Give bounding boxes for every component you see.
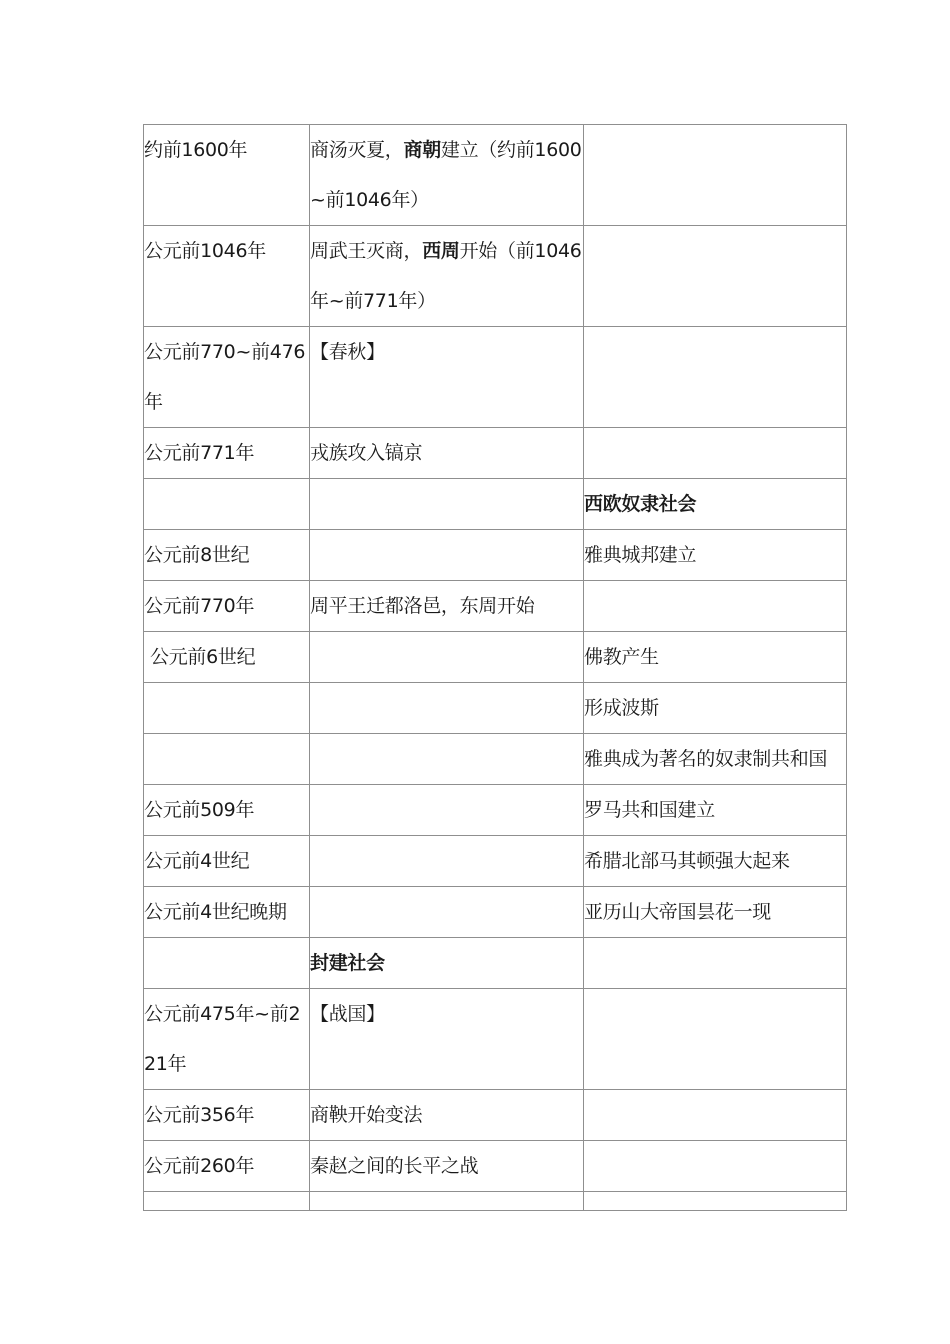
china-event-cell <box>310 125 584 226</box>
china-event-cell: 【春秋】 <box>310 327 584 428</box>
event-text: 建立（约前1600~前1046年） <box>310 139 582 211</box>
date-cell: 公元前356年 <box>144 1090 310 1141</box>
china-event-cell: 周平王迁都洛邑，东周开始 <box>310 581 584 632</box>
table-row <box>144 1090 847 1141</box>
table-row <box>144 938 847 989</box>
date-cell: 公元前770年 <box>144 581 310 632</box>
world-event-cell: 亚历山大帝国昙花一现 <box>584 887 847 938</box>
world-event-cell: 雅典成为著名的奴隶制共和国 <box>584 734 847 785</box>
table-row <box>144 1141 847 1192</box>
table-row <box>144 1192 847 1211</box>
china-event-cell <box>310 836 584 887</box>
table-row <box>144 734 847 785</box>
table-row <box>144 632 847 683</box>
world-event-cell <box>584 989 847 1090</box>
china-event-cell <box>310 530 584 581</box>
china-event-cell <box>310 683 584 734</box>
date-cell: 公元前4世纪 <box>144 836 310 887</box>
date-cell: 公元前770~前476年 <box>144 327 310 428</box>
table-row <box>144 226 847 327</box>
world-event-cell <box>584 581 847 632</box>
world-event-cell <box>584 428 847 479</box>
world-section-heading <box>584 479 847 530</box>
dynasty-name: 西周 <box>422 240 460 262</box>
date-cell: 公元前8世纪 <box>144 530 310 581</box>
date-cell: 约前1600年 <box>144 125 310 226</box>
section-heading-text: 西欧奴隶社会 <box>584 493 697 515</box>
china-event-cell <box>310 887 584 938</box>
table-row <box>144 581 847 632</box>
date-cell <box>144 479 310 530</box>
table-row <box>144 479 847 530</box>
date-cell: 公元前475年~前221年 <box>144 989 310 1090</box>
date-cell: 公元前771年 <box>144 428 310 479</box>
table-row <box>144 887 847 938</box>
china-event-cell: 【战国】 <box>310 989 584 1090</box>
world-event-cell: 罗马共和国建立 <box>584 785 847 836</box>
date-cell: 公元前260年 <box>144 1141 310 1192</box>
world-event-cell: 雅典城邦建立 <box>584 530 847 581</box>
world-event-cell: 形成波斯 <box>584 683 847 734</box>
date-cell: 公元前509年 <box>144 785 310 836</box>
world-event-cell <box>584 1090 847 1141</box>
china-event-cell <box>310 226 584 327</box>
world-event-cell <box>584 125 847 226</box>
dynasty-name: 商朝 <box>403 139 441 161</box>
date-cell: 公元前4世纪晚期 <box>144 887 310 938</box>
table-row <box>144 989 847 1090</box>
table-row <box>144 327 847 428</box>
world-event-cell <box>584 327 847 428</box>
china-event-cell <box>310 734 584 785</box>
china-section-heading <box>310 938 584 989</box>
china-event-cell <box>310 632 584 683</box>
date-cell <box>144 632 310 683</box>
table-row <box>144 125 847 226</box>
event-text: 周武王灭商， <box>310 240 423 262</box>
date-cell <box>144 938 310 989</box>
table-row <box>144 683 847 734</box>
date-cell: 公元前1046年 <box>144 226 310 327</box>
empty-cell <box>310 1192 584 1211</box>
world-event-cell <box>584 938 847 989</box>
chronology-table <box>143 124 847 1211</box>
empty-cell <box>144 1192 310 1211</box>
world-event-cell <box>584 1141 847 1192</box>
world-event-cell: 希腊北部马其顿强大起来 <box>584 836 847 887</box>
section-heading-text: 封建社会 <box>310 952 385 974</box>
china-event-cell <box>310 479 584 530</box>
table-row <box>144 530 847 581</box>
table-row <box>144 785 847 836</box>
table-row <box>144 428 847 479</box>
date-text: 公元前6世纪 <box>150 646 256 668</box>
china-event-cell: 戎族攻入镐京 <box>310 428 584 479</box>
date-cell <box>144 734 310 785</box>
world-event-cell <box>584 226 847 327</box>
china-event-cell: 秦赵之间的长平之战 <box>310 1141 584 1192</box>
event-text: 商汤灭夏， <box>310 139 404 161</box>
empty-cell <box>584 1192 847 1211</box>
date-cell <box>144 683 310 734</box>
world-event-cell: 佛教产生 <box>584 632 847 683</box>
china-event-cell: 商鞅开始变法 <box>310 1090 584 1141</box>
event-text: 开始（前1046年~前771年） <box>310 240 582 312</box>
table-row <box>144 836 847 887</box>
china-event-cell <box>310 785 584 836</box>
